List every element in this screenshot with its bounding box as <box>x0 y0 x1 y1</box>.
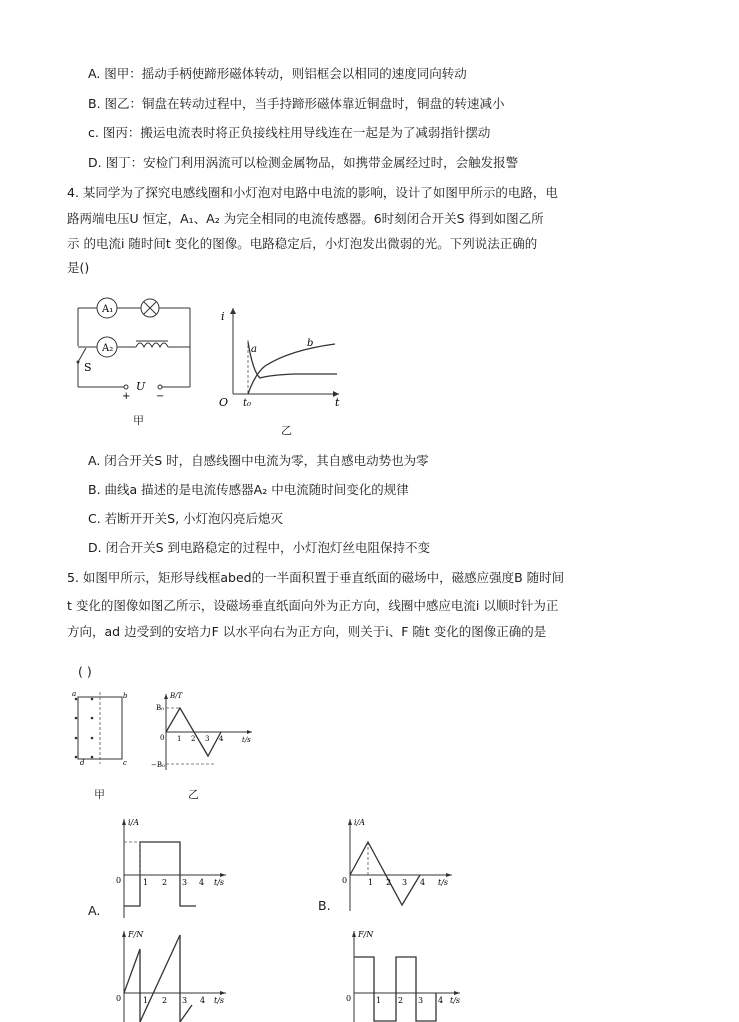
choice-a-tick-2: 2 <box>162 878 168 887</box>
switch-label: S <box>84 361 92 374</box>
choice-d-origin: 0 <box>346 994 352 1003</box>
q4-fig-jia-label: 甲 <box>133 414 144 427</box>
b0-label: B₀ <box>156 704 164 712</box>
minus-sign: − <box>156 391 165 400</box>
a2-label: A₂ <box>102 343 114 354</box>
choice-c-y-label: F/N <box>128 930 144 939</box>
choice-c-tick-1: 1 <box>143 996 149 1005</box>
choice-a-tick-1: 1 <box>143 878 149 887</box>
choice-a-curve <box>124 842 196 906</box>
q3-option-a: A. 图甲：摇动手柄使蹄形磁体转动，则铝框会以相同的速度同向转动 <box>88 66 467 81</box>
q5-answer-blank: ( ) <box>78 664 92 679</box>
choice-c-origin: 0 <box>116 994 122 1003</box>
q5-stem-line-2: t 变化的图像如图乙所示，设磁场垂直纸面向外为正方向，线圈中感应电流i 以顺时针为正 <box>67 598 559 613</box>
q4-stem-line-2: 路两端电压U 恒定，A₁、A₂ 为完全相同的电流传感器。6时刻闭合开关S 得到如图乙所 <box>67 211 544 226</box>
choice-a-graph <box>112 815 232 920</box>
q4-stem-line-3: 示 的电流i 随时间t 变化的图像。电路稳定后，小灯泡发出微弱的光。下列说法正确的 <box>67 236 538 251</box>
t0-label: t₀ <box>243 398 252 409</box>
t-axis-label: t/s <box>242 736 251 744</box>
b-axis-label: B/T <box>170 692 183 700</box>
neg-b0-label: −B₀ <box>151 761 165 769</box>
tick-3: 3 <box>205 735 210 743</box>
corner-b-label: b <box>123 692 128 700</box>
q4-option-a: A. 闭合开关S 时，自感线圈中电流为零，其自感电动势也为零 <box>88 453 429 468</box>
q3-option-b: B. 图乙：铜盘在转动过程中，当手持蹄形磁体靠近铜盘时，铜盘的转速减小 <box>88 96 505 111</box>
q4-stem-line-4: 是() <box>67 260 90 275</box>
choice-d-tick-4: 4 <box>438 996 444 1005</box>
tick-4: 4 <box>219 735 224 743</box>
q3-option-d: D. 图丁：安检门利用涡流可以检测金属物品，如携带金属经过时，会触发报警 <box>88 155 519 170</box>
choice-d-x-label: t/s <box>450 996 461 1005</box>
choice-d-tick-2: 2 <box>398 996 404 1005</box>
origin-label: 0 <box>160 734 165 742</box>
choice-d-curve <box>354 957 436 1021</box>
curve-a-label: a <box>251 344 257 355</box>
choice-d-tick-3: 3 <box>418 996 424 1005</box>
curve-b <box>248 344 335 394</box>
q5-stem-line-1: 5. 如图甲所示，矩形导线框abed的一半面积置于垂直纸面的磁场中，磁感应强度B 随时间 <box>67 570 565 585</box>
corner-d-label: d <box>80 759 85 767</box>
inductor-coil <box>136 343 168 347</box>
choice-d-y-label: F/N <box>358 930 374 939</box>
choice-c-x-label: t/s <box>214 996 225 1005</box>
q4-option-b: B. 曲线a 描述的是电流传感器A₂ 中电流随时间变化的规律 <box>88 482 409 497</box>
choice-b-letter: B. <box>318 898 331 913</box>
curve-a <box>248 342 337 378</box>
choice-c-tick-2: 2 <box>162 996 168 1005</box>
curve-b-label: b <box>307 338 314 349</box>
choice-d-tick-1: 1 <box>376 996 382 1005</box>
tick-1: 1 <box>177 735 182 743</box>
choice-a-origin: 0 <box>116 876 122 885</box>
choice-b-y-label: i/A <box>354 818 366 827</box>
choice-b-tick-1: 1 <box>368 878 374 887</box>
q4-circuit-diagram <box>66 290 206 400</box>
plus-sign: + <box>122 391 131 400</box>
q4-fig-yi-label: 乙 <box>281 424 292 437</box>
t-axis-label: t <box>335 396 340 409</box>
choice-d-graph <box>340 925 470 1022</box>
corner-c-label: c <box>123 759 127 767</box>
q4-current-time-graph <box>215 300 345 410</box>
q3-option-c: c. 图丙：搬运电流表时将正负接线柱用导线连在一起是为了减弱指针摆动 <box>88 125 491 140</box>
voltage-label: U <box>136 380 146 393</box>
corner-a-label: a <box>72 690 77 698</box>
q5-fig-jia-label: 甲 <box>94 788 105 801</box>
choice-a-tick-4: 4 <box>199 878 205 887</box>
q5-stem-line-3: 方向，ad 边受到的安培力F 以水平向右为正方向，则关于i、F 随t 变化的图像正确的是 <box>67 624 547 639</box>
choice-b-curve <box>350 842 420 905</box>
choice-b-tick-3: 3 <box>402 878 408 887</box>
choice-a-y-label: i/A <box>128 818 140 827</box>
choice-c-tick-4: 4 <box>200 996 206 1005</box>
origin-label: O <box>219 396 229 409</box>
q4-stem-line-1: 4. 某同学为了探究电感线圈和小灯泡对电路中电流的影响，设计了如图甲所示的电路，电 <box>67 185 558 200</box>
choice-b-graph <box>340 815 460 915</box>
choice-c-tick-3: 3 <box>182 996 188 1005</box>
choice-a-tick-3: 3 <box>182 878 188 887</box>
choice-c-graph <box>112 925 232 1022</box>
q4-option-d: D. 闭合开关S 到电路稳定的过程中，小灯泡灯丝电阻保持不变 <box>88 540 430 555</box>
choice-b-origin: 0 <box>342 876 348 885</box>
tick-2: 2 <box>191 735 196 743</box>
a1-label: A₁ <box>102 304 114 315</box>
q5-b-time-graph <box>148 690 258 774</box>
q5-fig-yi-label: 乙 <box>188 788 199 801</box>
choice-a-letter: A. <box>88 903 101 918</box>
i-axis-label: i <box>221 310 225 323</box>
choice-b-tick-4: 4 <box>420 878 426 887</box>
choice-b-tick-2: 2 <box>386 878 392 887</box>
q4-option-c: C. 若断开开关S, 小灯泡闪亮后熄灭 <box>88 511 284 526</box>
choice-a-x-label: t/s <box>214 878 225 887</box>
q5-loop-diagram <box>68 690 130 770</box>
choice-b-x-label: t/s <box>438 878 449 887</box>
